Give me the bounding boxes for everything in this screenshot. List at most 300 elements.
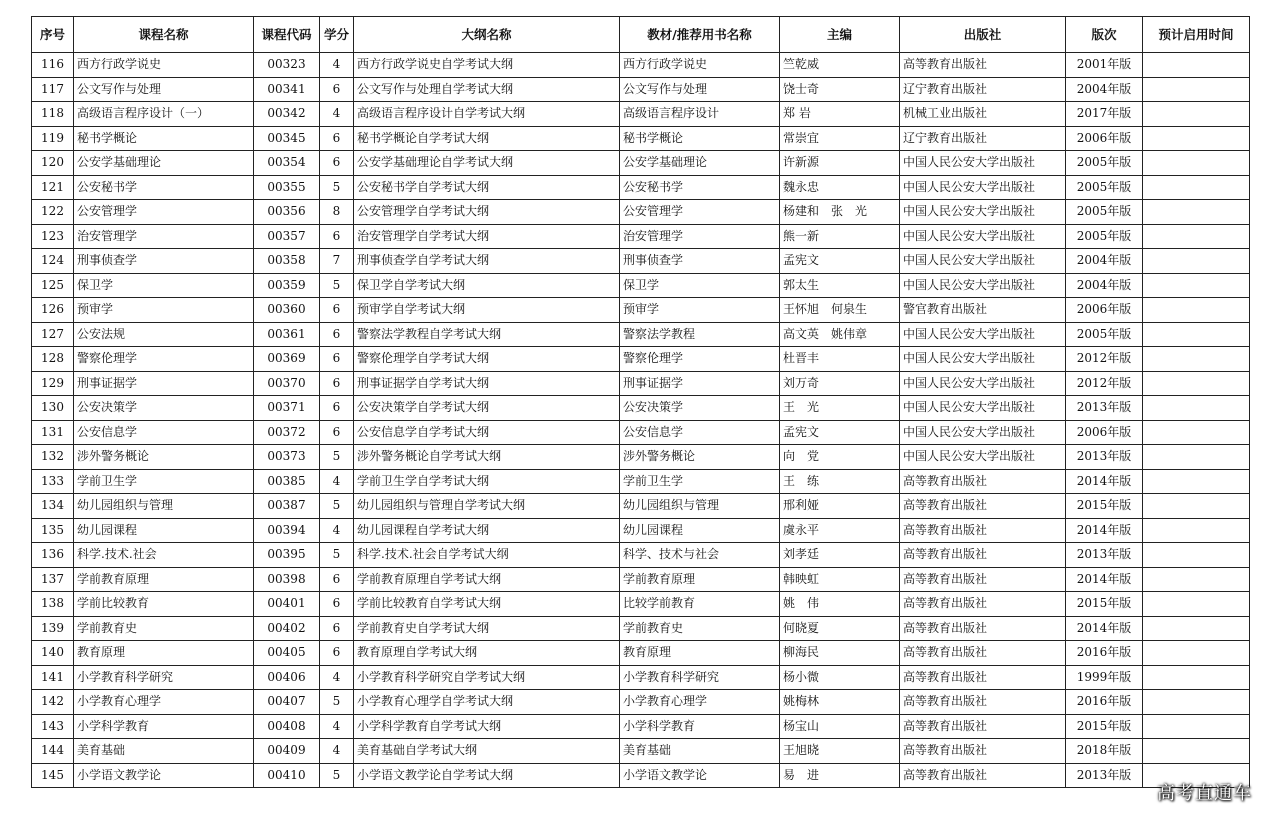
cell-edition: 2017年版	[1066, 102, 1143, 127]
cell-course-code: 00355	[254, 175, 320, 200]
header-course-name: 课程名称	[74, 17, 254, 53]
cell-edition: 2014年版	[1066, 567, 1143, 592]
cell-publisher: 高等教育出版社	[900, 763, 1066, 788]
table-row	[32, 371, 1250, 396]
cell-credits: 8	[320, 200, 354, 225]
cell-course-code: 00410	[254, 763, 320, 788]
table-row	[32, 200, 1250, 225]
cell-start-time	[1143, 224, 1250, 249]
cell-publisher: 中国人民公安大学出版社	[900, 371, 1066, 396]
header-start-time: 预计启用时间	[1143, 17, 1250, 53]
cell-editor: 虞永平	[780, 518, 900, 543]
cell-publisher: 高等教育出版社	[900, 592, 1066, 617]
cell-editor: 易 进	[780, 763, 900, 788]
cell-start-time	[1143, 53, 1250, 78]
cell-editor: 王旭晓	[780, 739, 900, 764]
cell-start-time	[1143, 347, 1250, 372]
cell-syllabus-name: 公文写作与处理自学考试大纲	[354, 77, 620, 102]
table-row	[32, 396, 1250, 421]
cell-course-name: 幼儿园课程	[74, 518, 254, 543]
cell-textbook-name: 小学教育心理学	[620, 690, 780, 715]
cell-publisher: 警官教育出版社	[900, 298, 1066, 323]
cell-index: 144	[32, 739, 74, 764]
cell-index: 145	[32, 763, 74, 788]
cell-index: 143	[32, 714, 74, 739]
cell-syllabus-name: 幼儿园组织与管理自学考试大纲	[354, 494, 620, 519]
cell-credits: 4	[320, 739, 354, 764]
cell-edition: 2004年版	[1066, 249, 1143, 274]
cell-credits: 6	[320, 567, 354, 592]
cell-course-code: 00387	[254, 494, 320, 519]
table-row	[32, 641, 1250, 666]
cell-credits: 6	[320, 347, 354, 372]
cell-course-code: 00345	[254, 126, 320, 151]
cell-textbook-name: 涉外警务概论	[620, 445, 780, 470]
cell-start-time	[1143, 641, 1250, 666]
cell-publisher: 辽宁教育出版社	[900, 126, 1066, 151]
cell-publisher: 中国人民公安大学出版社	[900, 396, 1066, 421]
table-row	[32, 273, 1250, 298]
cell-course-code: 00360	[254, 298, 320, 323]
cell-editor: 孟宪文	[780, 249, 900, 274]
cell-index: 142	[32, 690, 74, 715]
cell-course-name: 公安管理学	[74, 200, 254, 225]
cell-credits: 5	[320, 273, 354, 298]
course-table	[31, 16, 1250, 788]
cell-publisher: 中国人民公安大学出版社	[900, 273, 1066, 298]
cell-syllabus-name: 学前比较教育自学考试大纲	[354, 592, 620, 617]
cell-course-name: 刑事证据学	[74, 371, 254, 396]
cell-publisher: 中国人民公安大学出版社	[900, 420, 1066, 445]
cell-course-code: 00398	[254, 567, 320, 592]
cell-edition: 2012年版	[1066, 371, 1143, 396]
cell-publisher: 高等教育出版社	[900, 469, 1066, 494]
cell-syllabus-name: 警察伦理学自学考试大纲	[354, 347, 620, 372]
cell-course-code: 00395	[254, 543, 320, 568]
cell-course-name: 小学教育科学研究	[74, 665, 254, 690]
table-row	[32, 469, 1250, 494]
cell-course-code: 00342	[254, 102, 320, 127]
cell-publisher: 高等教育出版社	[900, 714, 1066, 739]
cell-editor: 向 党	[780, 445, 900, 470]
cell-publisher: 中国人民公安大学出版社	[900, 175, 1066, 200]
table-row	[32, 126, 1250, 151]
cell-index: 134	[32, 494, 74, 519]
header-edition: 版次	[1066, 17, 1143, 53]
cell-edition: 2001年版	[1066, 53, 1143, 78]
cell-edition: 2004年版	[1066, 77, 1143, 102]
cell-edition: 2012年版	[1066, 347, 1143, 372]
cell-syllabus-name: 学前教育史自学考试大纲	[354, 616, 620, 641]
table-body	[32, 53, 1250, 788]
cell-syllabus-name: 高级语言程序设计自学考试大纲	[354, 102, 620, 127]
header-publisher: 出版社	[900, 17, 1066, 53]
cell-course-name: 公文写作与处理	[74, 77, 254, 102]
cell-textbook-name: 公文写作与处理	[620, 77, 780, 102]
cell-credits: 6	[320, 126, 354, 151]
cell-index: 133	[32, 469, 74, 494]
cell-credits: 4	[320, 102, 354, 127]
cell-edition: 2014年版	[1066, 616, 1143, 641]
cell-index: 137	[32, 567, 74, 592]
cell-textbook-name: 幼儿园组织与管理	[620, 494, 780, 519]
table-row	[32, 175, 1250, 200]
cell-start-time	[1143, 690, 1250, 715]
cell-publisher: 高等教育出版社	[900, 518, 1066, 543]
cell-start-time	[1143, 469, 1250, 494]
cell-textbook-name: 警察伦理学	[620, 347, 780, 372]
cell-start-time	[1143, 396, 1250, 421]
cell-credits: 6	[320, 77, 354, 102]
cell-course-name: 小学教育心理学	[74, 690, 254, 715]
cell-course-code: 00323	[254, 53, 320, 78]
cell-editor: 杨建和 张 光	[780, 200, 900, 225]
cell-course-code: 00356	[254, 200, 320, 225]
cell-credits: 5	[320, 445, 354, 470]
header-course-code: 课程代码	[254, 17, 320, 53]
cell-textbook-name: 公安决策学	[620, 396, 780, 421]
cell-index: 141	[32, 665, 74, 690]
cell-course-name: 学前比较教育	[74, 592, 254, 617]
cell-syllabus-name: 公安管理学自学考试大纲	[354, 200, 620, 225]
cell-syllabus-name: 小学教育科学研究自学考试大纲	[354, 665, 620, 690]
cell-course-name: 警察伦理学	[74, 347, 254, 372]
cell-credits: 5	[320, 690, 354, 715]
cell-index: 125	[32, 273, 74, 298]
cell-credits: 4	[320, 714, 354, 739]
cell-textbook-name: 小学教育科学研究	[620, 665, 780, 690]
watermark-text: 高考直通车	[1157, 783, 1252, 804]
cell-index: 140	[32, 641, 74, 666]
cell-publisher: 高等教育出版社	[900, 690, 1066, 715]
table-row	[32, 518, 1250, 543]
cell-course-code: 00406	[254, 665, 320, 690]
cell-course-code: 00394	[254, 518, 320, 543]
cell-start-time	[1143, 567, 1250, 592]
cell-syllabus-name: 预审学自学考试大纲	[354, 298, 620, 323]
cell-edition: 2015年版	[1066, 592, 1143, 617]
cell-edition: 2005年版	[1066, 175, 1143, 200]
cell-index: 131	[32, 420, 74, 445]
cell-start-time	[1143, 371, 1250, 396]
cell-publisher: 中国人民公安大学出版社	[900, 200, 1066, 225]
cell-textbook-name: 美育基础	[620, 739, 780, 764]
cell-course-code: 00357	[254, 224, 320, 249]
cell-textbook-name: 教育原理	[620, 641, 780, 666]
cell-course-code: 00371	[254, 396, 320, 421]
cell-credits: 4	[320, 53, 354, 78]
cell-textbook-name: 高级语言程序设计	[620, 102, 780, 127]
cell-textbook-name: 公安秘书学	[620, 175, 780, 200]
cell-editor: 韩映虹	[780, 567, 900, 592]
cell-textbook-name: 警察法学教程	[620, 322, 780, 347]
cell-editor: 饶士奇	[780, 77, 900, 102]
cell-syllabus-name: 警察法学教程自学考试大纲	[354, 322, 620, 347]
table-row	[32, 53, 1250, 78]
cell-credits: 6	[320, 151, 354, 176]
cell-course-code: 00408	[254, 714, 320, 739]
cell-index: 120	[32, 151, 74, 176]
cell-start-time	[1143, 249, 1250, 274]
cell-index: 130	[32, 396, 74, 421]
cell-editor: 姚 伟	[780, 592, 900, 617]
table-row	[32, 690, 1250, 715]
cell-course-code: 00361	[254, 322, 320, 347]
cell-credits: 6	[320, 322, 354, 347]
cell-course-name: 学前教育史	[74, 616, 254, 641]
cell-edition: 2015年版	[1066, 494, 1143, 519]
cell-editor: 竺乾威	[780, 53, 900, 78]
cell-course-code: 00385	[254, 469, 320, 494]
cell-index: 139	[32, 616, 74, 641]
cell-syllabus-name: 小学教育心理学自学考试大纲	[354, 690, 620, 715]
cell-edition: 2015年版	[1066, 714, 1143, 739]
cell-start-time	[1143, 420, 1250, 445]
cell-start-time	[1143, 518, 1250, 543]
cell-credits: 5	[320, 543, 354, 568]
header-syllabus-name: 大纲名称	[354, 17, 620, 53]
cell-publisher: 高等教育出版社	[900, 567, 1066, 592]
cell-start-time	[1143, 322, 1250, 347]
cell-publisher: 高等教育出版社	[900, 739, 1066, 764]
cell-course-name: 公安法规	[74, 322, 254, 347]
cell-course-name: 预审学	[74, 298, 254, 323]
cell-editor: 孟宪文	[780, 420, 900, 445]
cell-course-name: 公安秘书学	[74, 175, 254, 200]
cell-index: 117	[32, 77, 74, 102]
cell-textbook-name: 小学语文教学论	[620, 763, 780, 788]
cell-syllabus-name: 公安学基础理论自学考试大纲	[354, 151, 620, 176]
cell-edition: 2018年版	[1066, 739, 1143, 764]
cell-credits: 6	[320, 592, 354, 617]
cell-index: 119	[32, 126, 74, 151]
cell-textbook-name: 刑事证据学	[620, 371, 780, 396]
cell-publisher: 辽宁教育出版社	[900, 77, 1066, 102]
cell-index: 122	[32, 200, 74, 225]
table-row	[32, 739, 1250, 764]
cell-editor: 柳海民	[780, 641, 900, 666]
cell-syllabus-name: 小学语文教学论自学考试大纲	[354, 763, 620, 788]
table-row	[32, 224, 1250, 249]
header-editor: 主编	[780, 17, 900, 53]
cell-course-name: 小学科学教育	[74, 714, 254, 739]
cell-index: 129	[32, 371, 74, 396]
cell-course-name: 公安信息学	[74, 420, 254, 445]
cell-index: 123	[32, 224, 74, 249]
cell-course-code: 00372	[254, 420, 320, 445]
table-row	[32, 567, 1250, 592]
cell-start-time	[1143, 102, 1250, 127]
cell-credits: 4	[320, 518, 354, 543]
cell-course-code: 00359	[254, 273, 320, 298]
cell-course-code: 00405	[254, 641, 320, 666]
cell-syllabus-name: 刑事侦查学自学考试大纲	[354, 249, 620, 274]
cell-syllabus-name: 学前卫生学自学考试大纲	[354, 469, 620, 494]
table-row	[32, 298, 1250, 323]
cell-index: 138	[32, 592, 74, 617]
cell-start-time	[1143, 592, 1250, 617]
table-row	[32, 445, 1250, 470]
cell-editor: 王 练	[780, 469, 900, 494]
cell-editor: 杨宝山	[780, 714, 900, 739]
cell-edition: 2013年版	[1066, 445, 1143, 470]
cell-course-code: 00358	[254, 249, 320, 274]
table-row	[32, 347, 1250, 372]
cell-start-time	[1143, 151, 1250, 176]
cell-editor: 熊一新	[780, 224, 900, 249]
cell-edition: 2013年版	[1066, 396, 1143, 421]
cell-credits: 4	[320, 665, 354, 690]
cell-start-time	[1143, 714, 1250, 739]
cell-publisher: 机械工业出版社	[900, 102, 1066, 127]
cell-credits: 6	[320, 298, 354, 323]
cell-index: 128	[32, 347, 74, 372]
table-row	[32, 102, 1250, 127]
cell-publisher: 中国人民公安大学出版社	[900, 347, 1066, 372]
cell-publisher: 中国人民公安大学出版社	[900, 224, 1066, 249]
cell-syllabus-name: 秘书学概论自学考试大纲	[354, 126, 620, 151]
cell-editor: 何晓夏	[780, 616, 900, 641]
cell-syllabus-name: 西方行政学说史自学考试大纲	[354, 53, 620, 78]
cell-course-name: 学前卫生学	[74, 469, 254, 494]
cell-publisher: 高等教育出版社	[900, 616, 1066, 641]
cell-syllabus-name: 教育原理自学考试大纲	[354, 641, 620, 666]
cell-credits: 6	[320, 616, 354, 641]
cell-textbook-name: 学前教育史	[620, 616, 780, 641]
cell-publisher: 中国人民公安大学出版社	[900, 322, 1066, 347]
cell-start-time	[1143, 126, 1250, 151]
header-index: 序号	[32, 17, 74, 53]
cell-start-time	[1143, 739, 1250, 764]
cell-course-name: 西方行政学说史	[74, 53, 254, 78]
header-credits: 学分	[320, 17, 354, 53]
cell-index: 126	[32, 298, 74, 323]
cell-syllabus-name: 涉外警务概论自学考试大纲	[354, 445, 620, 470]
cell-credits: 6	[320, 371, 354, 396]
cell-credits: 7	[320, 249, 354, 274]
cell-editor: 郭太生	[780, 273, 900, 298]
cell-credits: 6	[320, 224, 354, 249]
table-row	[32, 543, 1250, 568]
cell-textbook-name: 预审学	[620, 298, 780, 323]
cell-textbook-name: 科学、技术与社会	[620, 543, 780, 568]
cell-course-code: 00369	[254, 347, 320, 372]
table-row	[32, 494, 1250, 519]
cell-start-time	[1143, 273, 1250, 298]
cell-index: 132	[32, 445, 74, 470]
cell-editor: 郑 岩	[780, 102, 900, 127]
cell-course-name: 高级语言程序设计（一）	[74, 102, 254, 127]
cell-course-code: 00370	[254, 371, 320, 396]
cell-editor: 刘孝廷	[780, 543, 900, 568]
cell-syllabus-name: 科学.技术.社会自学考试大纲	[354, 543, 620, 568]
cell-course-name: 学前教育原理	[74, 567, 254, 592]
cell-textbook-name: 小学科学教育	[620, 714, 780, 739]
course-table-sheet	[31, 16, 1249, 788]
cell-course-name: 小学语文教学论	[74, 763, 254, 788]
cell-edition: 2005年版	[1066, 151, 1143, 176]
cell-syllabus-name: 学前教育原理自学考试大纲	[354, 567, 620, 592]
cell-course-name: 公安学基础理论	[74, 151, 254, 176]
cell-editor: 王怀旭 何泉生	[780, 298, 900, 323]
table-row	[32, 592, 1250, 617]
cell-publisher: 中国人民公安大学出版社	[900, 249, 1066, 274]
cell-edition: 2013年版	[1066, 543, 1143, 568]
table-row	[32, 249, 1250, 274]
cell-syllabus-name: 公安决策学自学考试大纲	[354, 396, 620, 421]
cell-index: 116	[32, 53, 74, 78]
table-row	[32, 665, 1250, 690]
cell-edition: 2006年版	[1066, 298, 1143, 323]
cell-publisher: 中国人民公安大学出版社	[900, 445, 1066, 470]
cell-course-code: 00407	[254, 690, 320, 715]
cell-syllabus-name: 幼儿园课程自学考试大纲	[354, 518, 620, 543]
cell-editor: 魏永忠	[780, 175, 900, 200]
cell-editor: 杜晋丰	[780, 347, 900, 372]
cell-index: 127	[32, 322, 74, 347]
cell-syllabus-name: 公安信息学自学考试大纲	[354, 420, 620, 445]
table-row	[32, 322, 1250, 347]
cell-course-name: 治安管理学	[74, 224, 254, 249]
cell-editor: 刘万奇	[780, 371, 900, 396]
cell-textbook-name: 西方行政学说史	[620, 53, 780, 78]
cell-edition: 2016年版	[1066, 690, 1143, 715]
cell-edition: 2006年版	[1066, 126, 1143, 151]
cell-textbook-name: 公安信息学	[620, 420, 780, 445]
cell-textbook-name: 学前卫生学	[620, 469, 780, 494]
cell-start-time	[1143, 494, 1250, 519]
cell-course-code: 00341	[254, 77, 320, 102]
cell-edition: 2016年版	[1066, 641, 1143, 666]
cell-course-name: 保卫学	[74, 273, 254, 298]
cell-edition: 2005年版	[1066, 200, 1143, 225]
table-header-row	[32, 17, 1250, 53]
cell-edition: 2014年版	[1066, 518, 1143, 543]
cell-editor: 邢利娅	[780, 494, 900, 519]
cell-syllabus-name: 治安管理学自学考试大纲	[354, 224, 620, 249]
cell-publisher: 高等教育出版社	[900, 641, 1066, 666]
table-row	[32, 420, 1250, 445]
cell-course-name: 涉外警务概论	[74, 445, 254, 470]
cell-edition: 2004年版	[1066, 273, 1143, 298]
cell-textbook-name: 公安学基础理论	[620, 151, 780, 176]
cell-syllabus-name: 美育基础自学考试大纲	[354, 739, 620, 764]
cell-editor: 高文英 姚伟章	[780, 322, 900, 347]
table-row	[32, 763, 1250, 788]
table-row	[32, 151, 1250, 176]
cell-course-code: 00402	[254, 616, 320, 641]
table-row	[32, 714, 1250, 739]
cell-course-code: 00409	[254, 739, 320, 764]
cell-editor: 王 光	[780, 396, 900, 421]
cell-textbook-name: 刑事侦查学	[620, 249, 780, 274]
cell-course-name: 美育基础	[74, 739, 254, 764]
cell-publisher: 高等教育出版社	[900, 543, 1066, 568]
cell-edition: 2006年版	[1066, 420, 1143, 445]
cell-course-name: 刑事侦查学	[74, 249, 254, 274]
cell-textbook-name: 治安管理学	[620, 224, 780, 249]
cell-index: 118	[32, 102, 74, 127]
cell-credits: 6	[320, 641, 354, 666]
cell-course-name: 教育原理	[74, 641, 254, 666]
cell-credits: 5	[320, 763, 354, 788]
cell-textbook-name: 幼儿园课程	[620, 518, 780, 543]
cell-edition: 2005年版	[1066, 322, 1143, 347]
cell-start-time	[1143, 175, 1250, 200]
cell-publisher: 中国人民公安大学出版社	[900, 151, 1066, 176]
cell-syllabus-name: 保卫学自学考试大纲	[354, 273, 620, 298]
cell-credits: 5	[320, 494, 354, 519]
